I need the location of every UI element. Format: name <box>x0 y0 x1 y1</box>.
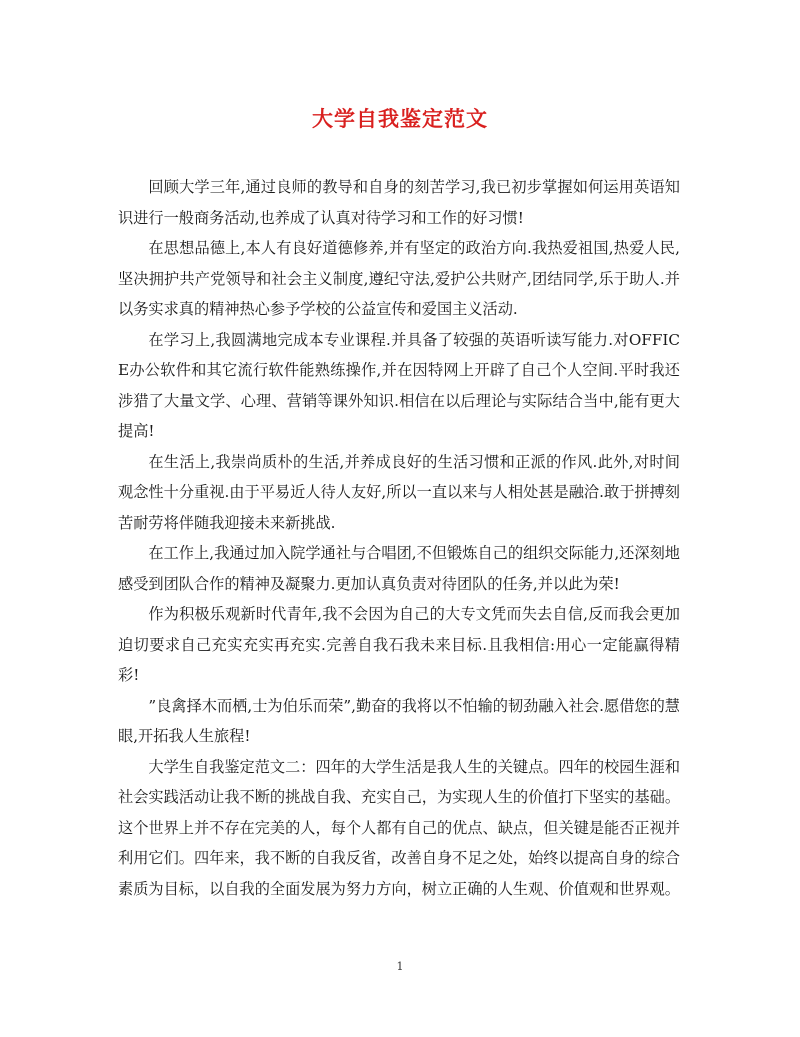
paragraph-life: 在生活上,我崇尚质朴的生活,并养成良好的生活习惯和正派的作风.此外,对时间观念性十分重视.由于平易近人待人友好,所以一直以来与人相处甚是融洽.敢于拼搏刻苦耐劳将伴随我迎接未来新挑战. <box>118 452 680 532</box>
paragraph-review: 回顾大学三年,通过良师的教导和自身的刻苦学习,我已初步掌握如何运用英语知识进行一般商务活动,也养成了认真对待学习和工作的好习惯! <box>118 178 680 227</box>
paragraph-study: 在学习上,我圆满地完成本专业课程.并具备了较强的英语听读写能力.对OFFICE办公软件和其它流行软件能熟练操作,并在因特网上开辟了自己个人空间.平时我还涉猎了大量文学、心理、营销等课外知识.相信在以后理论与实际结合当中,能有更大提高! <box>118 330 680 440</box>
paragraph-quote: ”良禽择木而栖,士为伯乐而荣”,勤奋的我将以不怕输的韧劲融入社会.愿借您的慧眼,开拓我人生旅程! <box>118 696 680 745</box>
paragraph-youth: 作为积极乐观新时代青年,我不会因为自己的大专文凭而失去自信,反而我会更加迫切要求自己充实充实再充实.完善自我石我未来目标.且我相信:用心一定能赢得精彩! <box>118 605 680 684</box>
paragraph-sample-two: 大学生自我鉴定范文二：四年的大学生活是我人生的关键点。四年的校园生涯和社会实践活动让我不断的挑战自我、充实自己，为实现人生的价值打下坚实的基础。这个世界上并不存在完美的人，每个人都有自己的优点、缺点，但关键是能否正视并利用它们。四年来，我不断的自我反省，改善自身不足之处，始终以提高自身的综合素质为目标，以自我的全面发展为努力方向，树立正确的人生观、价值观和世界观。 <box>118 757 680 898</box>
paragraph-work: 在工作上,我通过加入院学通社与合唱团,不但锻炼自己的组织交际能力,还深刻地感受到团队合作的精神及凝聚力.更加认真负责对待团队的任务,并以此为荣! <box>118 544 680 593</box>
page-number: 1 <box>396 960 404 973</box>
document-body <box>118 172 680 904</box>
document-title: 大学自我鉴定范文 <box>312 106 488 131</box>
paragraph-morality: 在思想品德上,本人有良好道德修养,并有坚定的政治方向.我热爱祖国,热爱人民,坚决拥护共产党领导和社会主义制度,遵纪守法,爱护公共财产,团结同学,乐于助人.并以务实求真的精神热心参予学校的公益宣传和爱国主义活动. <box>118 239 680 318</box>
